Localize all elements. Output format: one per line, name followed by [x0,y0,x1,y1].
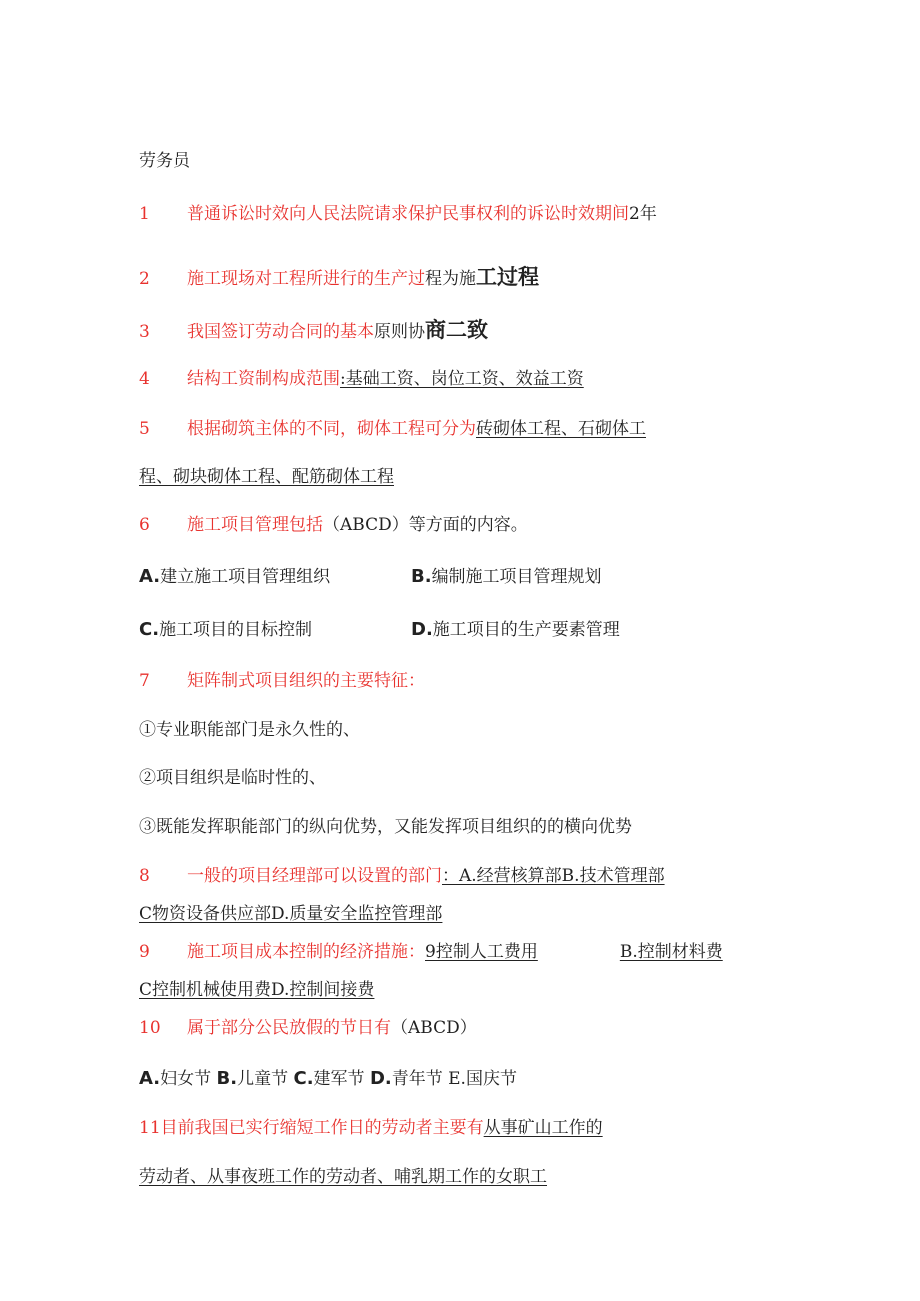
question-2 [139,266,539,290]
question-number: 4 [139,369,150,389]
question-text-continued: 原则协 [374,322,425,342]
question-number: 7 [139,671,150,691]
question-4 [139,368,584,390]
answer-text: C控制机械使用费D.控制间接费 [139,980,375,1000]
option-c: C.施工项目的目标控制 [139,619,313,640]
option-e: E.国庆节 [448,1069,517,1089]
option-b: B.编制施工项目管理规划 [411,566,602,587]
doc-title: 劳务员 [139,151,190,171]
question-number: 11 [139,1118,161,1138]
question-text: 施工项目成本控制的经济措施： [187,942,425,962]
list-item: ②项目组织是临时性的、 [139,768,326,788]
question-11-answer-continued [139,1166,547,1188]
question-10 [139,1017,477,1039]
question-5-answer-continued [139,466,394,488]
question-text: 施工项目管理包括 [187,515,323,535]
question-5 [139,418,646,440]
question-text: 结构工资制构成范围 [187,369,340,389]
answer-text: 9控制人工费用 B.控制材料费 [425,942,723,962]
answer-text: 劳动者、从事夜班工作的劳动者、哺乳期工作的女职工 [139,1167,547,1187]
option-row [139,1068,517,1090]
option-b: B.儿童节 [216,1068,289,1089]
question-11 [139,1117,603,1139]
answer-text: 2年 [629,204,657,224]
option-d: D.施工项目的生产要素管理 [411,619,620,640]
question-text: 一般的项目经理部可以设置的部门 [187,866,442,886]
answer-text: 程、砌块砌体工程、配筋砌体工程 [139,467,394,487]
answer-text: 砖砌体工程、石砌体工 [476,419,646,439]
answer-text: （ABCD） [391,1018,477,1038]
option-a: A.妇女节 [139,1068,212,1089]
question-9 [139,941,723,963]
question-text: 普通诉讼时效向人民法院请求保护民事权利的诉讼时效期间 [187,204,629,224]
option-row [139,619,620,641]
option-row [139,566,602,588]
option-d: D.青年节 [369,1068,443,1089]
question-8 [139,865,665,887]
question-number: 1 [139,204,150,224]
list-item: ①专业职能部门是永久性的、 [139,720,360,740]
answer-text: 从事矿山工作的 [483,1118,603,1138]
answer-text: 工过程 [476,265,539,289]
question-number: 10 [139,1018,161,1038]
answer-text: ：A.经营核算部B.技术管理部 [442,866,665,886]
option-a: A.建立施工项目管理组织 [139,566,331,587]
question-9-answer-continued [139,979,374,1001]
question-3 [139,319,488,343]
answer-text: 商二致 [425,318,488,342]
question-text-continued: 程为施 [425,269,476,289]
option-c: C.建军节 [293,1068,365,1089]
list-item: ③既能发挥职能部门的纵向优势，又能发挥项目组织的的横向优势 [139,817,632,837]
question-number: 9 [139,942,150,962]
question-text: 施工现场对工程所进行的生产过 [187,269,425,289]
question-6 [139,514,528,536]
question-text: 根据砌筑主体的不同，砌体工程可分为 [187,419,476,439]
question-text: 矩阵制式项目组织的主要特征： [187,671,425,691]
question-number: 3 [139,322,150,342]
question-number: 8 [139,866,150,886]
answer-text: （ABCD）等方面的内容。 [323,515,528,535]
question-number: 6 [139,515,150,535]
answer-text: C物资设备供应部D.质量安全监控管理部 [139,904,443,924]
answer-text: :基础工资、岗位工资、效益工资 [340,369,584,389]
question-text: 属于部分公民放假的节日有 [187,1018,391,1038]
question-text: 我国签订劳动合同的基本 [187,322,374,342]
question-number: 2 [139,269,150,289]
question-text: 目前我国已实行缩短工作日的劳动者主要有 [160,1118,484,1138]
question-1 [139,203,657,225]
question-7 [139,670,425,692]
question-number: 5 [139,419,150,439]
question-8-answer-continued [139,903,442,925]
